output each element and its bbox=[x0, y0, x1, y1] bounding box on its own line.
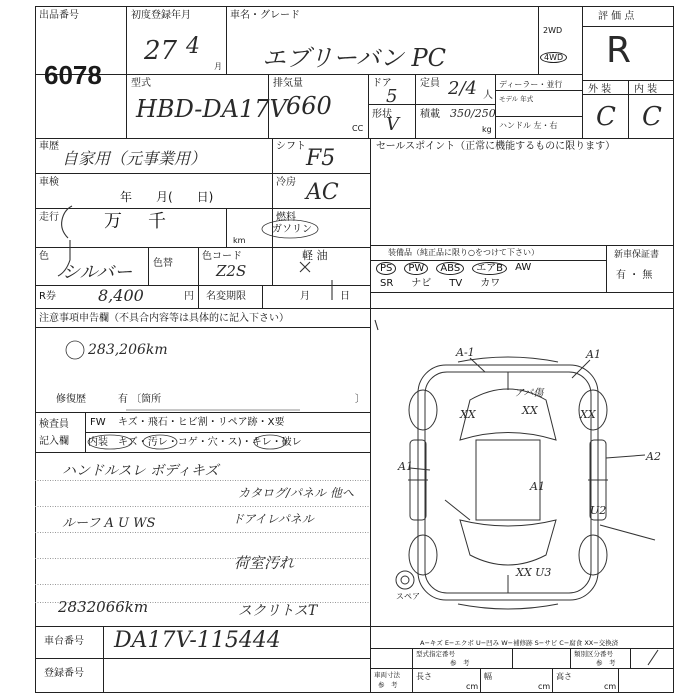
drive-2wd: 2WD bbox=[543, 26, 563, 35]
remark-line-5: 荷室汚れ bbox=[234, 554, 295, 572]
first-reg-month: 4 bbox=[186, 34, 200, 59]
equip-aw: AW bbox=[515, 262, 532, 273]
car-name: エブリーバン PC bbox=[262, 44, 446, 72]
warranty-label: 新車保証書 bbox=[614, 250, 660, 260]
odometer-note: 283,206km bbox=[88, 342, 168, 358]
model-year-label: モデル 年式 bbox=[499, 95, 534, 103]
remark-line-7: スクリトスT bbox=[238, 603, 318, 619]
equip-navi: ナビ bbox=[411, 278, 432, 289]
recycle-label: R券 bbox=[39, 291, 56, 302]
km-unit: km bbox=[233, 236, 246, 245]
damage-mark-rear: XX U3 bbox=[516, 566, 552, 579]
car-name-label: 車名・グレード bbox=[230, 10, 300, 21]
capacity-value: 2/4 bbox=[448, 78, 477, 99]
inspector-label-2: 記入欄 bbox=[39, 436, 69, 447]
repair-label: 修復歴 bbox=[56, 394, 86, 405]
equipment-label: 装備品（純正品に限り○をつけて下さい） bbox=[388, 248, 539, 257]
lot-no-label: 出品番号 bbox=[39, 10, 79, 21]
equipment-row-2 bbox=[380, 278, 610, 289]
handle-label: ハンドル 左・右 bbox=[499, 121, 558, 130]
shape-value: V bbox=[386, 114, 399, 135]
equip-ps: PS bbox=[376, 262, 396, 275]
fuel-gasoline-circled: ガソリン bbox=[272, 224, 312, 235]
damage-mark-xx-right: XX bbox=[580, 408, 596, 421]
fw-items: キズ・飛石・ヒビ割・リペア跡・X要 bbox=[118, 417, 285, 428]
fuel-label: 燃料 bbox=[276, 212, 296, 223]
equipment-row-1 bbox=[376, 262, 606, 275]
history-value: 自家用（元事業用） bbox=[62, 149, 207, 168]
mileage-sen: 千 bbox=[148, 211, 166, 232]
drive-4wd-circled: 4WD bbox=[540, 52, 567, 63]
recycle-amount: 8,400 bbox=[98, 286, 144, 305]
score-value: R bbox=[606, 30, 632, 71]
warranty-options: 有 ・ 無 bbox=[616, 270, 653, 281]
load-value: 350/250 bbox=[450, 107, 496, 120]
exterior-label: 外 装 bbox=[588, 84, 612, 95]
interior-label: 内 装 bbox=[634, 84, 658, 95]
repair-end: 〕 bbox=[355, 394, 365, 405]
capacity-label: 定員 bbox=[420, 78, 440, 89]
spare-label: スペア bbox=[396, 592, 420, 601]
damage-mark-xx-left: XX bbox=[460, 408, 476, 421]
displacement-label: 排気量 bbox=[273, 78, 303, 89]
shift-label: シフト bbox=[276, 141, 306, 152]
displacement-value: 660 bbox=[286, 92, 332, 120]
damage-mark-front-left: A-1 bbox=[456, 346, 475, 359]
name-change-date: 月 日 bbox=[300, 291, 350, 302]
repair-value: 有 〔箇所 bbox=[118, 394, 162, 405]
reg-no-label: 登録番号 bbox=[44, 668, 84, 679]
chassis-number: DA17V-115444 bbox=[114, 628, 281, 653]
doors-value: 5 bbox=[386, 86, 398, 107]
category-label: 類別区分番号 bbox=[574, 650, 613, 658]
remark-line-2: カタログ/パネル 他へ bbox=[238, 486, 354, 500]
width-unit: cm bbox=[538, 682, 551, 691]
color-code-value: Z2S bbox=[216, 262, 247, 280]
equip-airbag: エアB bbox=[472, 262, 507, 275]
category-ref: 参 考 bbox=[596, 659, 616, 667]
dealer-label: ディーラー・並行 bbox=[499, 80, 563, 89]
size-ref: 参 考 bbox=[378, 681, 398, 689]
damage-mark-hood: アパ傷 bbox=[514, 388, 544, 399]
inspection-label: 車検 bbox=[39, 177, 59, 188]
notes-label: 注意事項申告欄（不具合内容等は具体的に記入下さい） bbox=[39, 313, 289, 324]
fuel-diesel: 軽 油 bbox=[302, 249, 328, 262]
exterior-grade: C bbox=[596, 102, 616, 132]
load-label: 積載 bbox=[420, 109, 440, 120]
color-label: 色 bbox=[39, 251, 49, 262]
cc-unit: CC bbox=[352, 124, 364, 133]
designation-label: 型式指定番号 bbox=[416, 650, 455, 658]
width-label: 幅 bbox=[484, 672, 492, 681]
equip-pw: PW bbox=[404, 262, 428, 275]
inspection-date: 年 月( 日) bbox=[120, 190, 214, 204]
height-unit: cm bbox=[604, 682, 617, 691]
damage-mark-rear-right: U2 bbox=[590, 504, 607, 517]
designation-ref: 参 考 bbox=[450, 659, 470, 667]
color-value: シルバー bbox=[62, 262, 133, 283]
chassis-label: 車台番号 bbox=[44, 636, 84, 647]
remark-line-4: ドアイレパネル bbox=[232, 512, 314, 526]
damage-mark-roof: A1 bbox=[530, 480, 545, 493]
first-reg-label: 初度登録年月 bbox=[131, 10, 191, 21]
equip-leather: カワ bbox=[480, 278, 501, 289]
length-label: 長さ bbox=[416, 672, 432, 681]
remark-line-1: ハンドルスレ ボディキズ bbox=[62, 463, 219, 479]
shift-value: F5 bbox=[306, 146, 336, 171]
damage-mark-xx-center: XX bbox=[522, 404, 538, 417]
name-change-label: 名変期限 bbox=[206, 291, 246, 302]
fw-label: FW bbox=[90, 417, 106, 428]
mileage-label: 走行 bbox=[39, 212, 59, 223]
interior-check-label: 内装 bbox=[88, 437, 108, 448]
height-label: 高さ bbox=[556, 672, 572, 681]
interior-grade: C bbox=[642, 102, 662, 132]
doors-label: ドア bbox=[372, 78, 392, 89]
score-label: 評 価 点 bbox=[598, 11, 635, 22]
yen-unit: 円 bbox=[184, 291, 194, 302]
ac-label: 冷房 bbox=[276, 177, 296, 188]
model-code: HBD-DA17V bbox=[136, 95, 287, 123]
mileage-man: 万 bbox=[104, 211, 122, 232]
damage-legend: A−キズ E−エクボ U−凹み W−補修跡 S−サビ C−腐食 XX−交換済 bbox=[420, 639, 619, 647]
color-code-label: 色コード bbox=[202, 251, 242, 262]
shape-label: 形状 bbox=[372, 109, 392, 120]
month-unit: 月 bbox=[214, 62, 222, 71]
ac-value: AC bbox=[306, 180, 339, 205]
lot-number: 6078 bbox=[44, 60, 102, 90]
color-change-label: 色替 bbox=[153, 258, 173, 269]
equip-tv: TV bbox=[449, 278, 463, 289]
damage-mark-front-right: A1 bbox=[586, 348, 601, 361]
remark-line-6: 2832066km bbox=[58, 598, 149, 616]
equip-sr: SR bbox=[380, 278, 394, 289]
damage-mark-left-side: A1 bbox=[398, 460, 413, 473]
interior-items: キズ・汚レ・コゲ・穴・ス)・キレ・破レ bbox=[118, 437, 302, 448]
kg-unit: kg bbox=[482, 125, 492, 134]
remark-line-3: ルーフ A U WS bbox=[62, 516, 156, 531]
inspector-label: 検査員 bbox=[39, 419, 69, 430]
capacity-unit: 人 bbox=[483, 90, 493, 101]
sales-points-label: セールスポイント（正常に機能するものに限ります） bbox=[376, 141, 616, 152]
first-reg-year: 27 bbox=[144, 36, 178, 66]
model-label: 型式 bbox=[131, 78, 151, 89]
equip-abs: ABS bbox=[436, 262, 464, 275]
size-label: 車両寸法 bbox=[374, 671, 400, 679]
history-label: 車歴 bbox=[39, 141, 59, 152]
length-unit: cm bbox=[466, 682, 479, 691]
damage-mark-right-side: A2 bbox=[646, 450, 661, 463]
